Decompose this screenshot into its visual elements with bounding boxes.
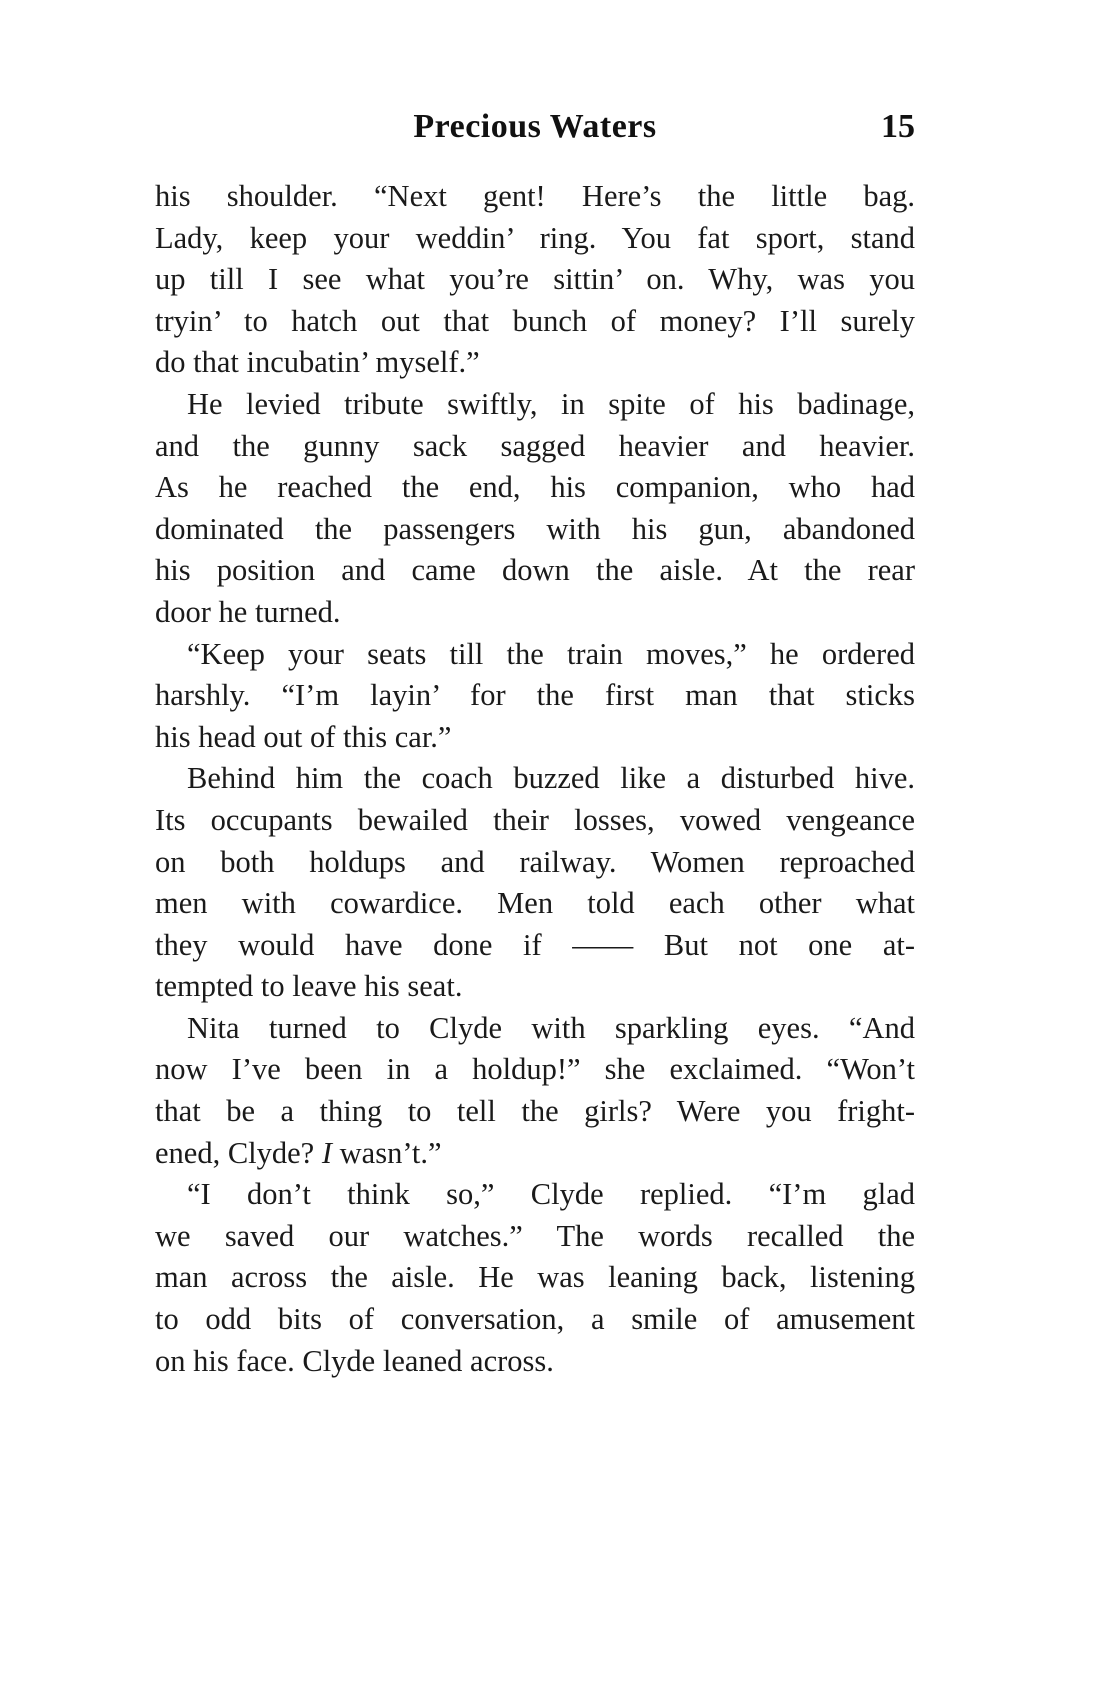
text-line: on his face. Clyde leaned across. — [155, 1343, 554, 1378]
text-line: Lady, keep your weddin’ ring. You fat sport, stand — [155, 220, 915, 255]
text-line: now I’ve been in a holdup!” she exclaimed. “Won’t — [155, 1052, 915, 1087]
text-line: harshly. “I’m layin’ for the first man that sticks — [155, 678, 915, 713]
text-line: He levied tribute swiftly, in spite of his badinage, — [187, 386, 915, 421]
text-line: Its occupants bewailed their losses, vowed vengeance — [155, 802, 915, 837]
text-line: up till I see what you’re sittin’ on. Why, was you — [155, 262, 915, 297]
body-text — [155, 176, 915, 1382]
text-line: men with cowardice. Men told each other what — [155, 886, 915, 921]
text-line: his head out of this car.” — [155, 719, 452, 754]
text-line: do that incubatin’ myself.” — [155, 345, 480, 380]
text-line: tryin’ to hatch out that bunch of money? I’ll surely — [155, 303, 915, 338]
text-line: “Keep your seats till the train moves,” he ordered — [187, 636, 915, 671]
text-line: and the gunny sack sagged heavier and heavier. — [155, 428, 915, 463]
page-number: 15 — [881, 108, 915, 145]
text-line: Nita turned to Clyde with sparkling eyes. “And — [187, 1010, 915, 1045]
text-line: his position and came down the aisle. At the rear — [155, 553, 915, 588]
text-line: tempted to leave his seat. — [155, 969, 463, 1004]
page-header — [155, 108, 915, 158]
text-line: “I don’t think so,” Clyde replied. “I’m glad — [187, 1177, 915, 1212]
text-line: we saved our watches.” The words recalled the — [155, 1218, 915, 1253]
text-line: man across the aisle. He was leaning back, listening — [155, 1260, 915, 1295]
text-line: that be a thing to tell the girls? Were you fright- — [155, 1094, 915, 1129]
text-line: Behind him the coach buzzed like a disturbed hive. — [187, 761, 915, 796]
text-line: ened, Clyde? I wasn’t.” — [155, 1135, 442, 1170]
text-line: dominated the passengers with his gun, abandoned — [155, 511, 915, 546]
text-line: to odd bits of conversation, a smile of amusement — [155, 1302, 915, 1337]
text-line: on both holdups and railway. Women reproached — [155, 844, 915, 879]
text-line: they would have done if —— But not one at- — [155, 927, 915, 962]
text-line: As he reached the end, his companion, who had — [155, 470, 915, 505]
text-line: his shoulder. “Next gent! Here’s the little bag. — [155, 179, 915, 213]
running-title: Precious Waters — [413, 108, 657, 145]
text-line: door he turned. — [155, 594, 341, 629]
